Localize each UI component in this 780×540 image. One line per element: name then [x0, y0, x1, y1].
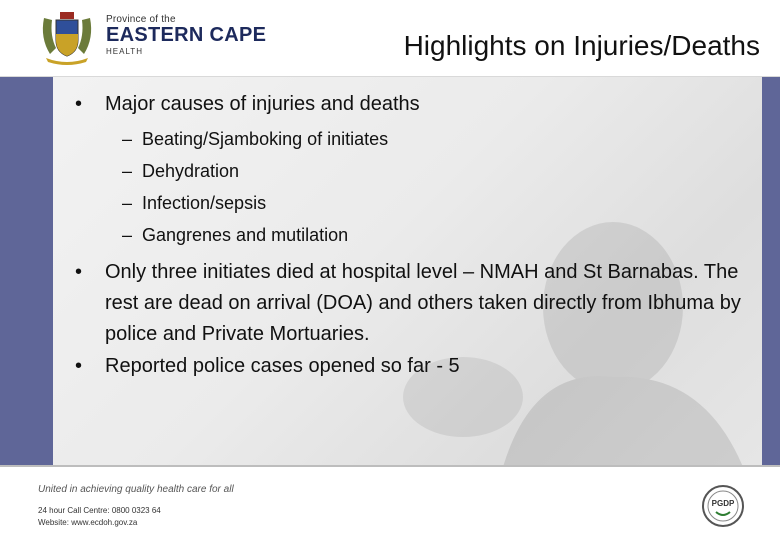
pgdp-badge-icon: [700, 484, 746, 530]
bullet-police-cases: [75, 355, 460, 378]
slide-header: [0, 0, 780, 76]
bullet-marker: •: [75, 261, 83, 283]
bullet-text: Only three initiates died at hospital level – NMAH and St Barnabas. The rest are dead on arrival (DOA) and others taken directly from Ibhuma by police and Private Mortuaries.: [105, 261, 741, 345]
sub-item-text: Beating/Sjamboking of initiates: [142, 129, 389, 149]
bullet-text: Major causes of injuries and deaths: [105, 93, 420, 115]
logo-eastern-cape: EASTERN CAPE: [106, 24, 267, 46]
dash-marker: –: [122, 161, 133, 181]
content-panel: [53, 77, 762, 465]
sub-item-text: Infection/sepsis: [142, 193, 267, 213]
right-accent-band: [762, 77, 780, 465]
bullet-hospital-deaths: [75, 257, 755, 350]
dash-marker: –: [122, 129, 133, 149]
dash-marker: –: [122, 225, 133, 245]
footer-tagline: United in achieving quality health care for all: [38, 484, 234, 495]
dash-marker: –: [122, 193, 133, 213]
website-text: Website: www.ecdoh.gov.za: [38, 518, 138, 527]
bullet-marker: •: [75, 355, 83, 377]
sub-item-text: Gangrenes and mutilation: [142, 225, 349, 245]
footer-divider: [0, 465, 780, 467]
footer-contact: [38, 505, 161, 529]
sub-item-text: Dehydration: [142, 161, 240, 181]
logo-health-label: HEALTH: [106, 47, 143, 56]
call-centre-text: 24 hour Call Centre: 0800 0323 64: [38, 506, 161, 515]
logo-province-label: Province of the: [106, 14, 176, 25]
department-logo: [106, 14, 266, 56]
pgdp-badge-label: PGDP: [711, 499, 735, 508]
left-accent-band: [0, 77, 53, 465]
bullet-marker: •: [75, 93, 83, 115]
slide-title: Highlights on Injuries/Deaths: [403, 30, 760, 61]
bullet-text: Reported police cases opened so far - 5: [105, 355, 460, 377]
provincial-crest-icon: [36, 8, 98, 66]
bullet-major-causes: [75, 93, 420, 116]
